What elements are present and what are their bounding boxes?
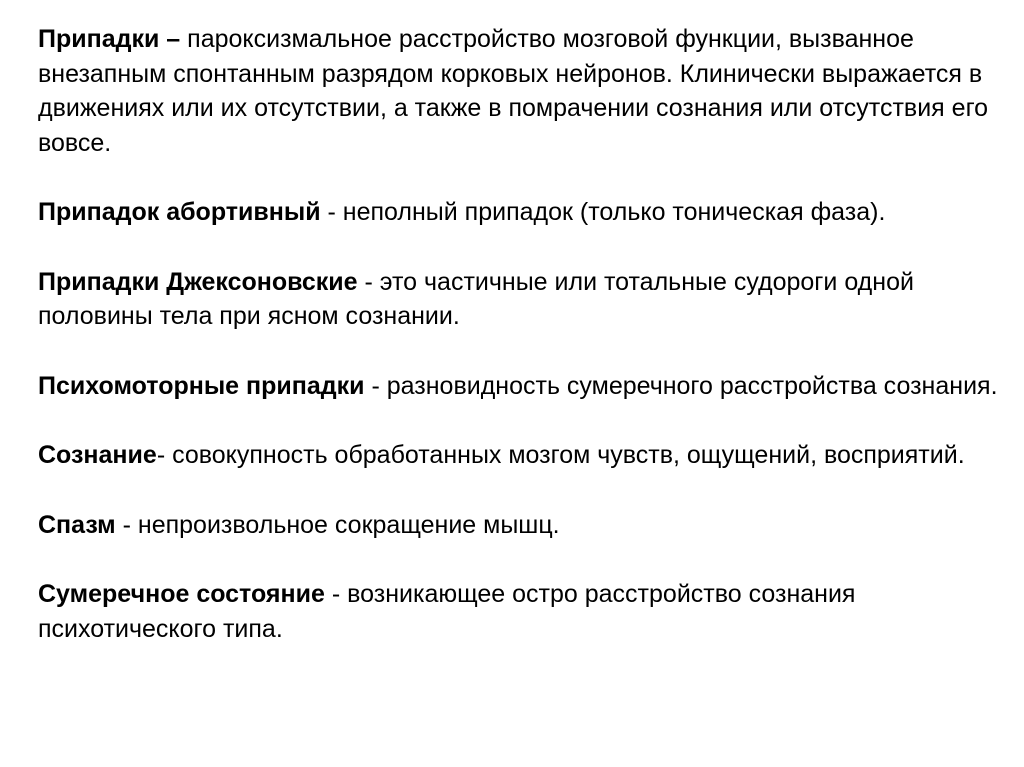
glossary-term: Психомоторные припадки — [38, 371, 365, 400]
glossary-entry-consciousness — [38, 438, 998, 473]
glossary-definition: - это частичные или тотальные судороги одной половины тела при ясном сознании. — [38, 267, 914, 330]
glossary-term: Припадки – — [38, 25, 181, 53]
glossary-definition: - неполный припадок (только тоническая фаза). — [320, 198, 886, 226]
glossary-entry-psychomotor-seizures — [38, 369, 998, 404]
glossary-entry-spasm — [38, 508, 998, 543]
glossary-definition: - разновидность сумеречного расстройства сознания. — [364, 371, 998, 400]
glossary-entry-twilight-state — [38, 577, 998, 646]
glossary-definition: - совокупность обработанных мозгом чувств, ощущений, восприятий. — [156, 441, 965, 469]
glossary-entry-seizures — [38, 22, 998, 160]
glossary-entry-jacksonian-seizures — [38, 265, 998, 334]
glossary-slide — [38, 22, 998, 646]
glossary-definition: - возникающее остро расстройство сознания психотического типа. — [38, 580, 856, 643]
glossary-term: Сумеречное состояние — [38, 580, 325, 608]
glossary-term: Припадок абортивный — [38, 198, 321, 226]
glossary-definition: - непроизвольное сокращение мышц. — [115, 510, 560, 539]
glossary-term: Сознание — [38, 441, 157, 469]
glossary-entry-abortive-seizure — [38, 195, 998, 230]
glossary-term: Припадки Джексоновские — [38, 267, 358, 296]
glossary-definition: пароксизмальное расстройство мозговой функции, вызванное внезапным спонтанным разрядом корковых нейронов. Клинически выражается в движениях или их отсутствии, а также в помрачении сознания или отсутствия его вовсе. — [38, 25, 989, 157]
glossary-term: Спазм — [38, 510, 116, 539]
